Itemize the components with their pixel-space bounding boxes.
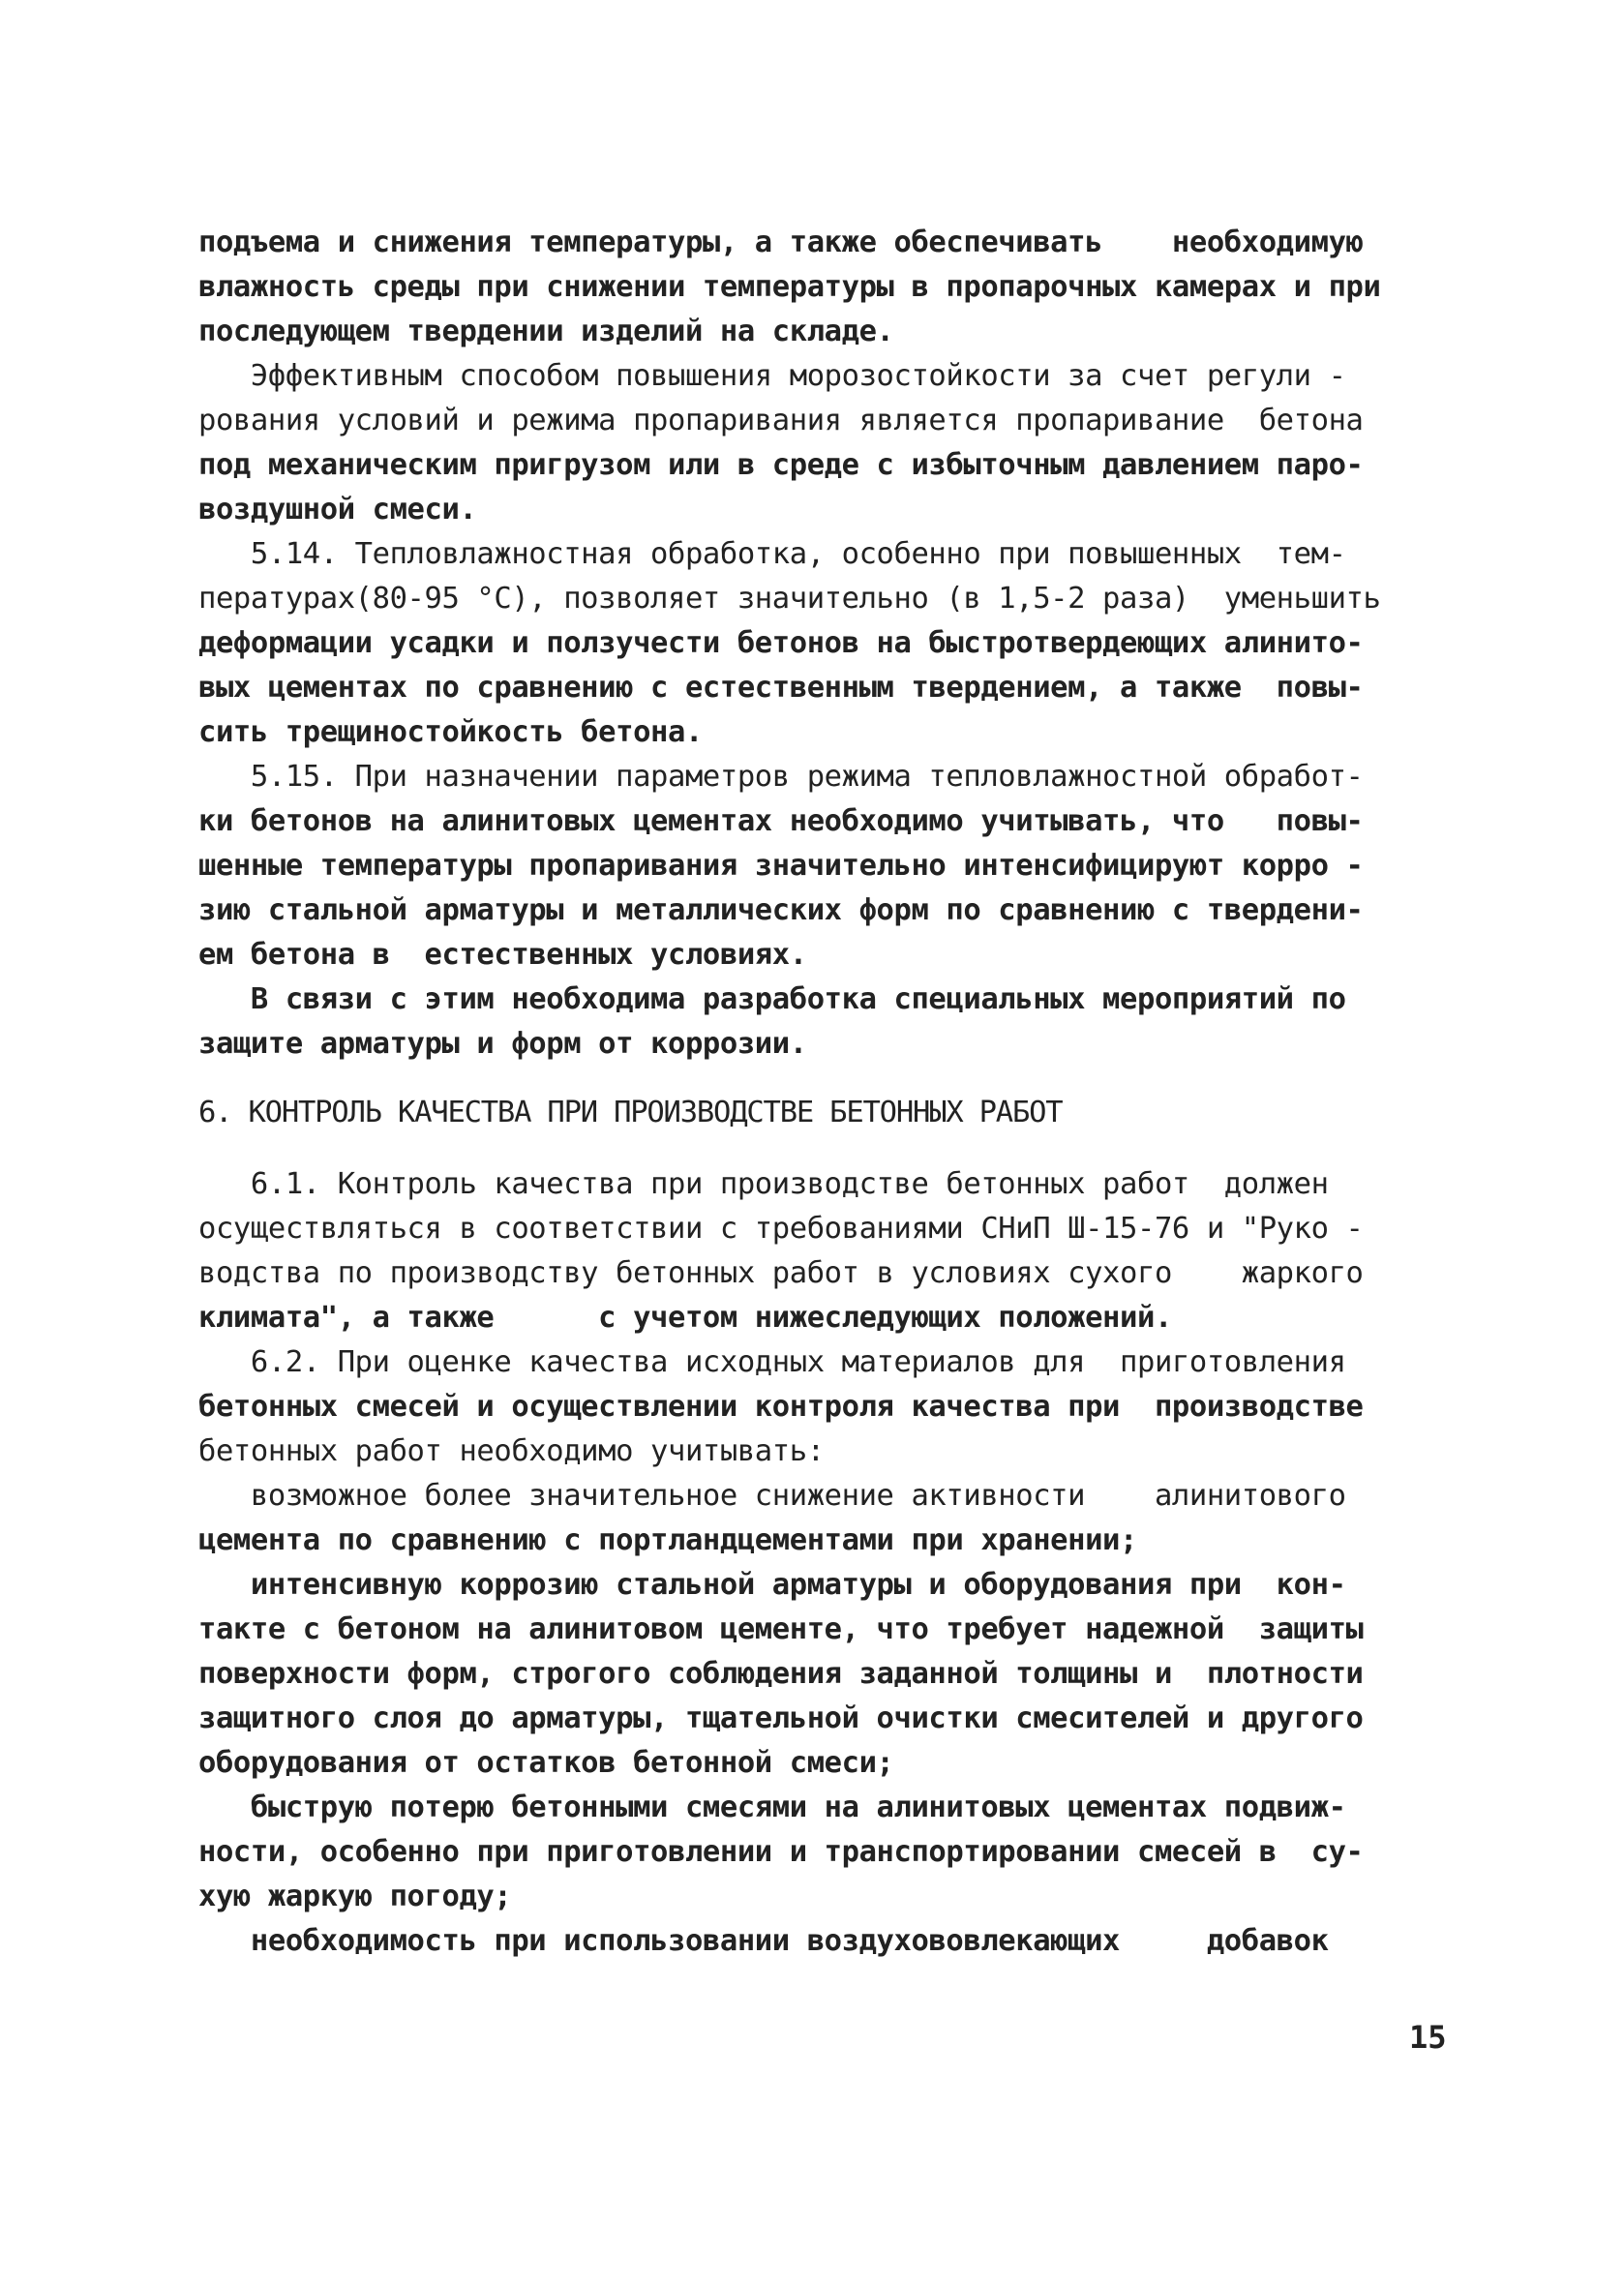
text-line: В связи с этим необходима разработка специальных мероприятий по bbox=[198, 982, 1346, 1016]
text-line: защите арматуры и форм от коррозии. bbox=[198, 1027, 807, 1061]
section-heading: 6. КОНТРОЛЬ КАЧЕСТВА ПРИ ПРОИЗВОДСТВЕ БЕТОННЫХ РАБОТ bbox=[198, 1096, 1063, 1129]
text-line: интенсивную коррозию стальной арматуры и оборудования при кон- bbox=[198, 1568, 1346, 1602]
text-line: климата", а также с учетом нижеследующих положений. bbox=[198, 1301, 1172, 1335]
text-line: быструю потерю бетонными смесями на алинитовых цементах подвиж- bbox=[198, 1790, 1346, 1824]
text-line: деформации усадки и ползучести бетонов на быстротвердеющих алинито- bbox=[198, 626, 1364, 660]
text-line: воздушной смеси. bbox=[198, 493, 477, 527]
spacer bbox=[198, 1067, 1466, 1091]
text-line: защитного слоя до арматуры, тщательной очистки смесителей и другого bbox=[198, 1701, 1364, 1735]
text-line: бетонных смесей и осуществлении контроля качества при производстве bbox=[198, 1390, 1364, 1424]
text-line: цемента по сравнению с портландцементами при хранении; bbox=[198, 1523, 1137, 1557]
text-line: сить трещиностойкость бетона. bbox=[198, 715, 703, 749]
text-line: 6.1. Контроль качества при производстве бетонных работ должен bbox=[198, 1167, 1329, 1201]
text-line: ки бетонов на алинитовых цементах необходимо учитывать, что повы- bbox=[198, 804, 1364, 838]
text-line: осуществляться в соответствии с требованиями СНиП Ш-15-76 и "Руко - bbox=[198, 1212, 1364, 1246]
text-line: оборудования от остатков бетонной смеси; bbox=[198, 1746, 894, 1780]
text-line: под механическим пригрузом или в среде с избыточным давлением паро- bbox=[198, 448, 1364, 482]
text-line: последующем твердении изделий на складе. bbox=[198, 315, 894, 348]
text-line: 6.2. При оценке качества исходных материалов для приготовления bbox=[198, 1345, 1346, 1379]
text-line: рования условий и режима пропаривания является пропаривание бетона bbox=[198, 404, 1364, 437]
text-line: ности, особенно при приготовлении и транспортировании смесей в су- bbox=[198, 1835, 1364, 1869]
spacer bbox=[198, 1135, 1466, 1162]
text-line: возможное более значительное снижение активности алинитового bbox=[198, 1479, 1346, 1513]
text-line: необходимость при использовании воздухововлекающих добавок bbox=[198, 1924, 1329, 1958]
text-line: ем бетона в естественных условиях. bbox=[198, 938, 807, 972]
text-line: бетонных работ необходимо учитывать: bbox=[198, 1434, 825, 1468]
body-text bbox=[198, 221, 1466, 1964]
text-line: водства по производству бетонных работ в условиях сухого жаркого bbox=[198, 1256, 1364, 1290]
text-line: Эффективным способом повышения морозостойкости за счет регули - bbox=[198, 359, 1346, 393]
text-line: вых цементах по сравнению с естественным твердением, а также повы- bbox=[198, 671, 1364, 705]
text-line: подъема и снижения температуры, а также обеспечивать необходимую bbox=[198, 226, 1364, 259]
text-line: хую жаркую погоду; bbox=[198, 1880, 512, 1913]
text-line: такте с бетоном на алинитовом цементе, что требует надежной защиты bbox=[198, 1612, 1364, 1646]
text-line: 5.14. Тепловлажностная обработка, особенно при повышенных тем- bbox=[198, 537, 1346, 571]
page-number: 15 bbox=[1409, 2019, 1447, 2056]
text-line: пературах(80-95 °С), позволяет значительно (в 1,5-2 раза) уменьшить bbox=[198, 582, 1381, 616]
text-line: шенные температуры пропаривания значительно интенсифицируют корро - bbox=[198, 849, 1364, 883]
text-line: поверхности форм, строгого соблюдения заданной толщины и плотности bbox=[198, 1657, 1364, 1691]
text-line: зию стальной арматуры и металлических форм по сравнению с твердени- bbox=[198, 893, 1364, 927]
text-line: 5.15. При назначении параметров режима тепловлажностной обработ- bbox=[198, 760, 1364, 794]
text-line: влажность среды при снижении температуры в пропарочных камерах и при bbox=[198, 270, 1381, 304]
